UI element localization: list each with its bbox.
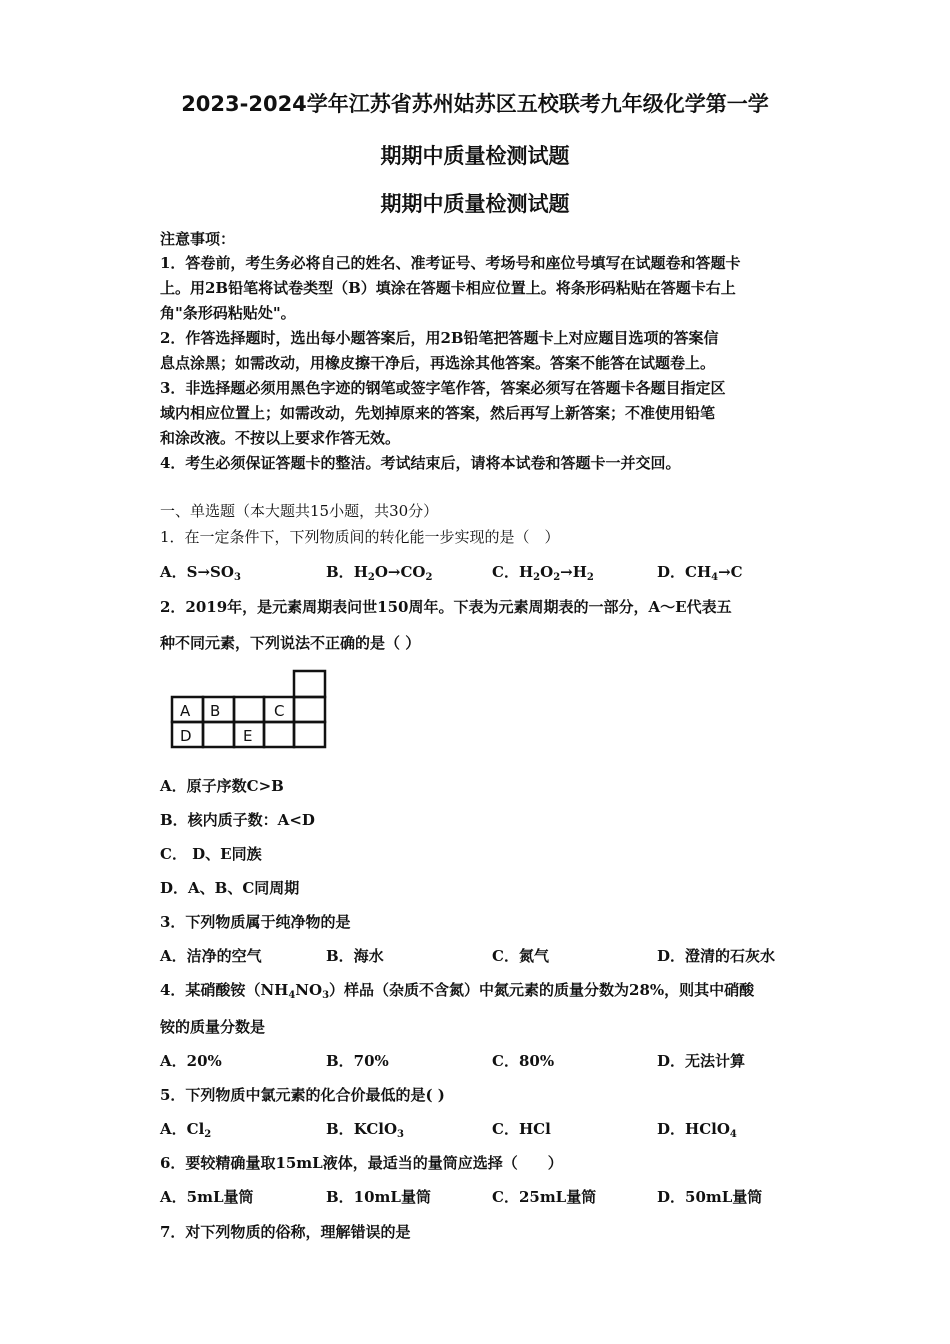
cell-r3-5 [294, 722, 325, 747]
exam-title-line-3: 期期中质量检测试题 [380, 192, 570, 216]
q4-option-b: B．70% [326, 1052, 389, 1070]
cell-c-label: C [274, 702, 285, 720]
q3-option-b: B．海水 [326, 947, 384, 965]
cell-r2-6 [294, 697, 325, 722]
q1-option-c: C．$H_2O_2\to H_2$ [492, 563, 594, 583]
cell-a-label: A [180, 702, 191, 720]
q1-option-a: A．$S\to SO_3$ [160, 563, 241, 583]
q4-option-a: A．20% [160, 1052, 222, 1070]
q3-option-a: A．洁净的空气 [160, 947, 262, 965]
exam-title-line-2: 期期中质量检测试题 [380, 144, 570, 168]
question-2-stem-line-2: 种不同元素，下列说法不正确的是（ ） [160, 634, 421, 652]
question-1-stem: 1．在一定条件下，下列物质间的转化能一步实现的是（ ） [160, 528, 560, 546]
notice-line: 域内相应位置上；如需改动，先划掉原来的答案，然后再写上新答案；不准使用铅笔 [160, 404, 716, 422]
q2-option-a: A．原子序数C>B [160, 777, 284, 795]
q6-option-d: D．50mL量筒 [657, 1188, 763, 1206]
notice-line: 和涂改液。不按以上要求作答无效。 [160, 429, 401, 447]
section-heading: 一、单选题（本大题共15小题，共30分） [160, 502, 439, 520]
q4-option-d: D．无法计算 [657, 1052, 746, 1070]
q4-option-c: C．80% [492, 1052, 555, 1070]
q2-option-c: C． D、E同族 [160, 845, 262, 863]
exam-title-line-1: 2023-2024学年江苏省苏州姑苏区五校联考九年级化学第一学 [181, 92, 769, 116]
question-2-stem-line-1: 2．2019年，是元素周期表问世150周年。下表为元素周期表的一部分，A～E代表五 [160, 598, 732, 616]
q1-option-d: D．$CH_4\to C$ [657, 563, 743, 583]
cell-empty [234, 697, 264, 722]
notice-line: 4．考生必须保证答题卡的整洁。考试结束后，请将本试卷和答题卡一并交回。 [160, 454, 681, 472]
q6-option-a: A．5mL量筒 [160, 1188, 254, 1206]
notice-line: 上。用2B铅笔将试卷类型（B）填涂在答题卡相应位置上。将条形码粘贴在答题卡右上 [160, 279, 736, 297]
question-4-stem-line-2: 铵的质量分数是 [160, 1018, 266, 1036]
q6-option-c: C．25mL量筒 [492, 1188, 597, 1206]
q3-option-d: D．澄清的石灰水 [657, 947, 776, 965]
question-3-stem: 3．下列物质属于纯净物的是 [160, 913, 351, 931]
q1-option-b: B．$H_2O\to CO_2$ [326, 563, 433, 583]
notice-line: 息点涂黑；如需改动，用橡皮擦干净后，再选涂其他答案。答案不能答在试题卷上。 [160, 354, 716, 372]
question-7-stem: 7．对下列物质的俗称，理解错误的是 [160, 1223, 411, 1241]
notice-line: 2．作答选择题时，选出每小题答案后，用2B铅笔把答题卡上对应题目选项的答案信 [160, 329, 719, 347]
cell-e-label: E [243, 727, 253, 745]
question-6-stem: 6．要较精确量取15mL液体，最适当的量筒应选择（ ） [160, 1154, 563, 1172]
question-5-stem: 5．下列物质中氯元素的化合价最低的是( ) [160, 1086, 445, 1104]
q2-option-b: B．核内质子数：A<D [160, 811, 315, 829]
q5-option-b: B．KClO$_3$ [326, 1120, 404, 1140]
cell-d-label: D [180, 727, 192, 745]
cell-r3-2 [203, 722, 234, 747]
q3-option-c: C．氮气 [492, 947, 549, 965]
notice-line: 1．答卷前，考生务必将自己的姓名、准考证号、考场号和座位号填写在试题卷和答题卡 [160, 254, 741, 272]
q6-option-b: B．10mL量筒 [326, 1188, 431, 1206]
periodic-table-fragment [170, 669, 328, 749]
cell-r3-4 [264, 722, 294, 747]
notice-heading: 注意事项： [160, 230, 236, 248]
notice-line: 3．非选择题必须用黑色字迹的钢笔或签字笔作答，答案必须写在答题卡各题目指定区 [160, 379, 726, 397]
question-4-stem-line-1: 4．某硝酸铵$(NH_4NO_3)$样品（杂质不含氮）中氮元素的质量分数为28%，则其中硝酸 [160, 981, 755, 1001]
q5-option-d: D．HClO$_4$ [657, 1120, 737, 1140]
cell-top-right [294, 671, 325, 697]
notice-line: 角"条形码粘贴处"。 [160, 304, 296, 322]
q5-option-a: A．$Cl_2$ [160, 1120, 212, 1140]
cell-b-label: B [210, 702, 221, 720]
q5-option-c: C．HCl [492, 1120, 551, 1138]
q2-option-d: D．A、B、C同周期 [160, 879, 300, 897]
